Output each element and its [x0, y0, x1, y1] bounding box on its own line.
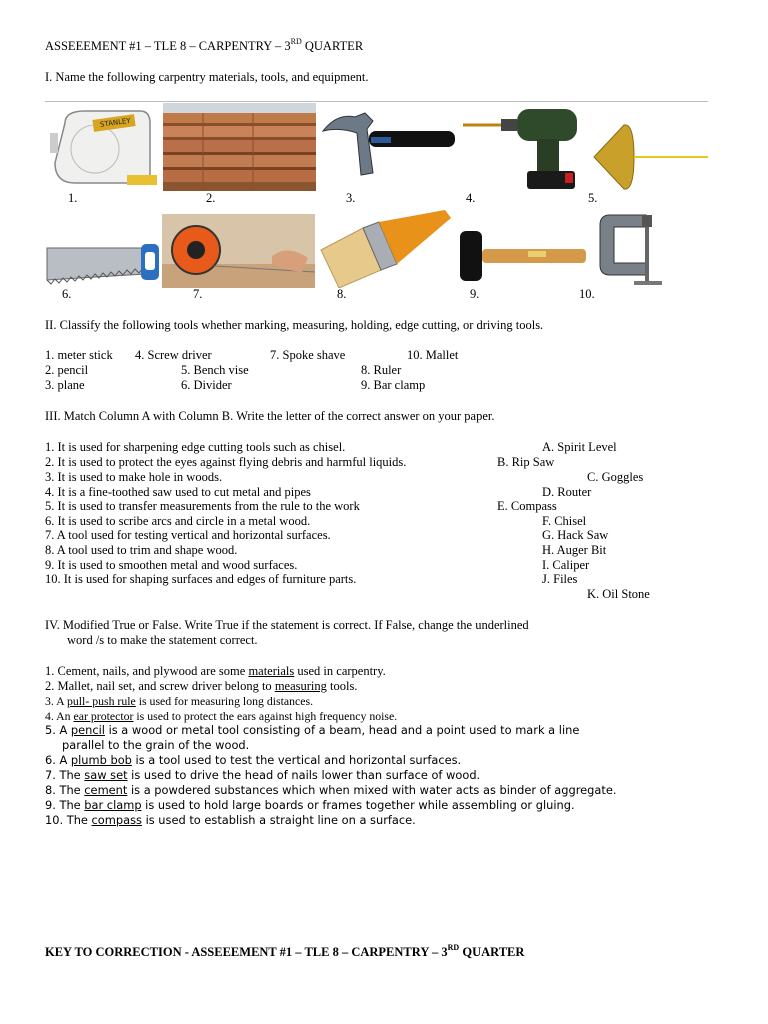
- true-false-item: 9. The bar clamp is used to hold large boards or frames together while assembling or gluing.: [45, 798, 575, 812]
- underlined-word: measuring: [274, 679, 327, 693]
- column-a-item: 7. A tool used for testing vertical and horizontal surfaces.: [45, 528, 331, 542]
- part2-item: 5. Bench vise: [181, 363, 249, 377]
- image-number: 10.: [579, 287, 595, 301]
- lumber-image: [163, 103, 316, 191]
- underlined-word: plumb bob: [70, 753, 132, 767]
- column-b-item: K. Oil Stone: [587, 587, 650, 601]
- svg-text:STANLEY: STANLEY: [99, 116, 132, 129]
- underlined-word: pencil: [70, 723, 105, 737]
- image-number: 6.: [62, 287, 72, 301]
- image-number: 9.: [470, 287, 480, 301]
- column-a-item: 9. It is used to smoothen metal and wood surfaces.: [45, 558, 298, 572]
- part2-item: 10. Mallet: [407, 348, 459, 362]
- true-false-item: 4. An ear protector is used to protect the ears against high frequency noise.: [45, 709, 398, 723]
- column-a-item: 10. It is used for shaping surfaces and edges of furniture parts.: [45, 572, 357, 586]
- true-false-item-continued: parallel to the grain of the wood.: [62, 738, 250, 752]
- true-false-item: 10. The compass is used to establish a straight line on a surface.: [45, 813, 416, 827]
- column-b-item: H. Auger Bit: [542, 543, 607, 557]
- handsaw-image: [45, 214, 161, 288]
- part2-item: 2. pencil: [45, 363, 89, 377]
- part2-item: 7. Spoke shave: [270, 348, 346, 362]
- part1-instruction: I. Name the following carpentry materials, tools, and equipment.: [45, 70, 369, 84]
- underlined-word: pull- push rule: [66, 694, 136, 708]
- paint-brush-image: [317, 210, 453, 288]
- column-b-item: C. Goggles: [587, 470, 644, 484]
- part1-top-rule: [45, 101, 708, 102]
- part2-item: 1. meter stick: [45, 348, 113, 362]
- tape-measure-image: [45, 103, 160, 191]
- chalk-line-image: [162, 214, 315, 288]
- image-number: 2.: [206, 191, 216, 205]
- image-number: 1.: [68, 191, 78, 205]
- part2-item: 9. Bar clamp: [361, 378, 426, 392]
- part2-item: 3. plane: [45, 378, 85, 392]
- part4-instruction: IV. Modified True or False. Write True if the statement is correct. If False, change the underlined: [45, 618, 529, 632]
- true-false-item: 6. A plumb bob is a tool used to test the vertical and horizontal surfaces.: [45, 753, 462, 767]
- assessment-title: ASSEEEMENT #1 – TLE 8 – CARPENTRY – 3RD QUARTER: [45, 36, 364, 53]
- column-a-item: 6. It is used to scribe arcs and circle in a metal wood.: [45, 514, 311, 528]
- part2-item: 6. Divider: [181, 378, 232, 392]
- underlined-word: bar clamp: [84, 798, 142, 812]
- true-false-item: 7. The saw set is used to drive the head of nails lower than surface of wood.: [45, 768, 481, 782]
- column-a-item: 8. A tool used to trim and shape wood.: [45, 543, 238, 557]
- underlined-word: compass: [91, 813, 142, 827]
- column-b-item: G. Hack Saw: [542, 528, 609, 542]
- image-number: 7.: [193, 287, 203, 301]
- column-b-item: I. Caliper: [542, 558, 590, 572]
- column-b-item: A. Spirit Level: [542, 440, 617, 454]
- underlined-word: cement: [84, 783, 128, 797]
- column-a-item: 1. It is used for sharpening edge cutting tools such as chisel.: [45, 440, 346, 454]
- image-number: 4.: [466, 191, 476, 205]
- true-false-item: 2. Mallet, nail set, and screw driver belong to measuring tools.: [45, 679, 358, 693]
- column-a-item: 4. It is a fine-toothed saw used to cut metal and pipes: [45, 485, 311, 499]
- part2-instruction: II. Classify the following tools whether marking, measuring, holding, edge cutting, or driving tools.: [45, 318, 544, 332]
- part4-instruction-continued: word /s to make the statement correct.: [67, 633, 258, 647]
- image-number: 5.: [588, 191, 598, 205]
- column-b-item: E. Compass: [497, 499, 557, 513]
- c-clamp-image: [596, 207, 675, 288]
- column-b-item: B. Rip Saw: [497, 455, 555, 469]
- true-false-item: 3. A pull- push rule is used for measuring long distances.: [45, 694, 314, 708]
- answer-key-title: KEY TO CORRECTION - ASSEEEMENT #1 – TLE 8 – CARPENTRY – 3RD QUARTER: [45, 942, 525, 959]
- rubber-mallet-image: [458, 221, 588, 288]
- image-number: 8.: [337, 287, 347, 301]
- column-b-item: F. Chisel: [542, 514, 587, 528]
- plumb-bob-image: [590, 103, 708, 191]
- part3-instruction: III. Match Column A with Column B. Write the letter of the correct answer on your paper.: [45, 409, 495, 423]
- part2-item: 8. Ruler: [361, 363, 402, 377]
- true-false-item: 5. A pencil is a wood or metal tool consisting of a beam, head and a point used to mark a line: [45, 723, 580, 737]
- underlined-word: ear protector: [73, 709, 134, 723]
- underlined-word: saw set: [84, 768, 128, 782]
- true-false-item: 1. Cement, nails, and plywood are some materials used in carpentry.: [45, 664, 386, 678]
- part2-item: 4. Screw driver: [135, 348, 212, 362]
- column-b-item: D. Router: [542, 485, 592, 499]
- column-a-item: 2. It is used to protect the eyes against flying debris and harmful liquids.: [45, 455, 407, 469]
- image-number: 3.: [346, 191, 356, 205]
- underlined-word: materials: [248, 664, 295, 678]
- column-a-item: 3. It is used to make hole in woods.: [45, 470, 223, 484]
- column-a-item: 5. It is used to transfer measurements from the rule to the work: [45, 499, 360, 513]
- true-false-item: 8. The cement is a powdered substances which when mixed with water acts as binder of aggregate.: [45, 783, 617, 797]
- column-b-item: J. Files: [542, 572, 578, 586]
- claw-hammer-image: [317, 103, 460, 191]
- cordless-drill-image: [461, 103, 589, 191]
